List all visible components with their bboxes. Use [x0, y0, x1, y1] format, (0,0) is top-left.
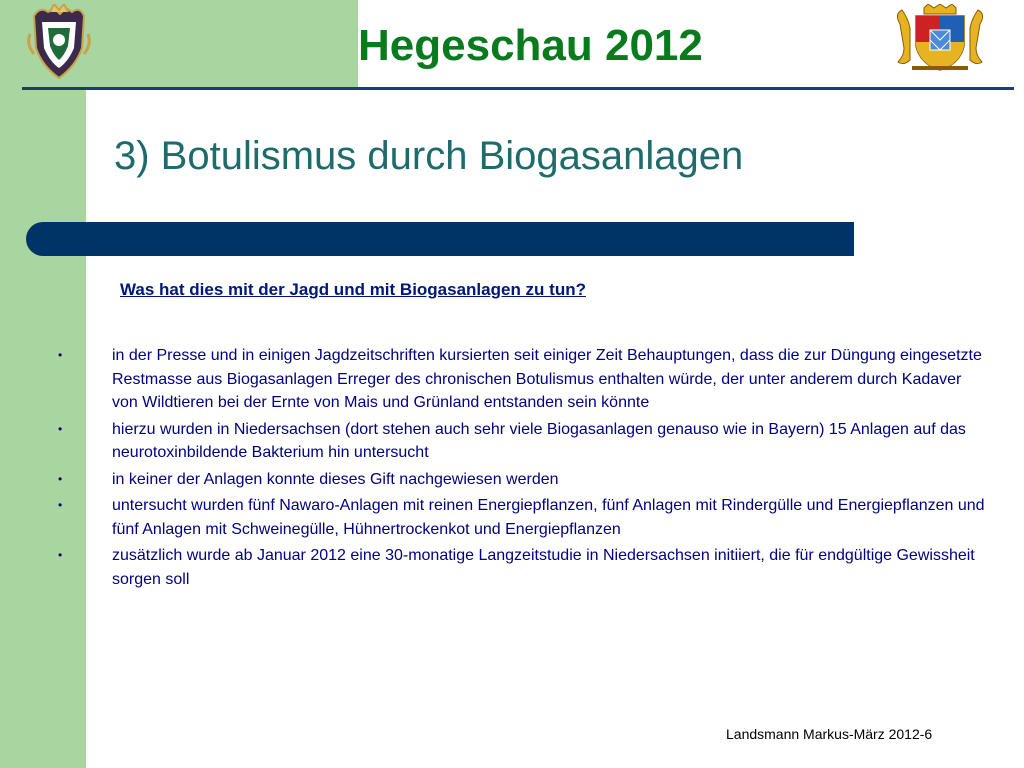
bullet-text: untersucht wurden fünf Nawaro-Anlagen mit reinen Energiepflanzen, fünf Anlagen mit Rindergülle und Energiepflanzen und fünf Anlagen mit Schweinegülle, Hühnertrockenkot und Energiepflanzen — [112, 497, 985, 538]
bullet-text: zusätzlich wurde ab Januar 2012 eine 30-monatige Langzeitstudie in Niedersachsen initiiert, die für endgültige Gewissheit sorgen soll — [112, 547, 975, 588]
bullet-item — [58, 544, 988, 591]
bavarian-coat-of-arms-icon — [890, 4, 990, 72]
bullet-item — [58, 494, 988, 541]
bullet-item — [58, 468, 988, 492]
slide-footer: Landsmann Markus-März 2012-6 — [726, 726, 933, 742]
bullet-icon: • — [58, 471, 63, 486]
bullet-icon: • — [58, 548, 63, 562]
bullet-item — [58, 418, 988, 465]
slide-subtitle: 3) Botulismus durch Biogasanlagen — [114, 134, 744, 178]
accent-bar — [26, 222, 854, 256]
bullet-text: in der Presse und in einigen Jagdzeitschriften kursierten seit einiger Zeit Behauptungen, dass die zur Düngung eingesetzte Restmasse aus Biogasanlagen Erreger des chronischen Botulismus enthalten würde, der unter anderem durch Kadaver von Wildtieren bei der Ernte von Mais und Grünland entstanden sein könnte — [112, 347, 982, 411]
bullet-list — [58, 344, 988, 594]
header-rule — [22, 87, 1014, 90]
bullet-icon: • — [58, 348, 63, 362]
bullet-item — [58, 344, 988, 415]
bullet-text: in keiner der Anlagen konnte dieses Gift nachgewiesen werden — [112, 470, 559, 488]
bullet-icon: • — [58, 421, 63, 436]
bullet-text: hierzu wurden in Niedersachsen (dort stehen auch sehr viele Biogasanlagen genauso wie in Bayern) 15 Anlagen auf das neurotoxinbildende Bakterium hin untersucht — [112, 420, 966, 461]
bullet-icon: • — [58, 498, 63, 512]
page-title: Hegeschau 2012 — [358, 21, 703, 70]
question-heading: Was hat dies mit der Jagd und mit Biogasanlagen zu tun? — [120, 280, 586, 299]
hunting-club-crest-icon — [26, 4, 92, 82]
